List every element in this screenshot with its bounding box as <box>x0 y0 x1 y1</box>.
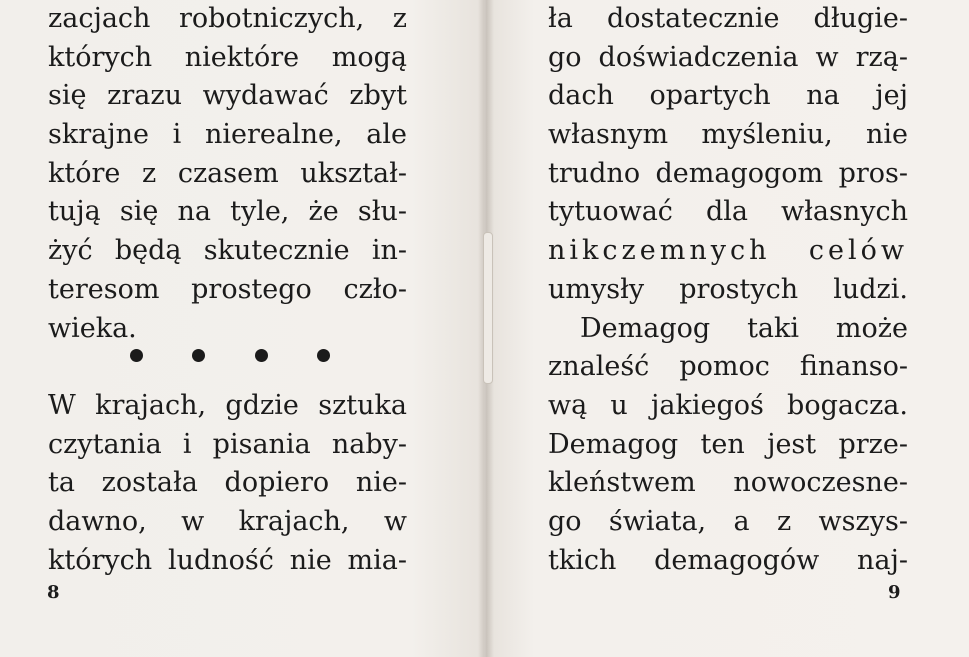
text-line: go doświadczenia w rzą- <box>548 41 908 73</box>
text-line: czytania i pisania naby- <box>48 428 407 460</box>
text-line: dawno, w krajach, w <box>48 505 407 537</box>
text-line: trudno demagogom pros- <box>548 157 908 189</box>
separator-dot <box>130 349 143 362</box>
text-line: własnym myśleniu, nie <box>548 119 908 151</box>
separator-dot <box>317 349 330 362</box>
text-line: kleństwem nowoczesne- <box>548 467 908 499</box>
section-separator <box>130 340 330 370</box>
separator-dot <box>255 349 268 362</box>
text-line: W krajach, gdzie sztuka <box>48 389 407 421</box>
text-line: umysły prostych ludzi. <box>548 273 908 305</box>
text-line: teresom prostego czło- <box>48 273 407 305</box>
text-line: wą u jakiegoś bogacza. <box>548 389 908 421</box>
left-page <box>0 0 484 657</box>
right-page <box>486 0 969 657</box>
text-line: Demagog taki może <box>580 312 908 344</box>
text-line: których ludność nie mia- <box>48 544 407 576</box>
text-line: zacjach robotniczych, z <box>48 3 407 34</box>
text-line: tkich demagogów naj- <box>548 544 908 576</box>
text-line: skrajne i nierealne, ale <box>48 119 407 151</box>
text-line: dach opartych na jej <box>548 80 908 112</box>
text-line: nikczemnych celów <box>548 235 908 267</box>
text-line: tytuować dla własnych <box>548 196 908 228</box>
text-line: żyć będą skutecznie in- <box>48 235 407 267</box>
text-line: znaleść pomoc finanso- <box>548 351 908 383</box>
text-line: ła dostatecznie długie- <box>548 3 908 34</box>
text-line: Demagog ten jest prze- <box>548 428 908 460</box>
page-number: 9 <box>888 582 901 603</box>
right-page-text <box>548 0 908 580</box>
page-number: 8 <box>47 582 60 603</box>
text-line: wieka. <box>48 312 137 344</box>
text-line: ta została dopiero nie- <box>48 467 407 499</box>
separator-dot <box>192 349 205 362</box>
text-line: których niektóre mogą <box>48 41 407 73</box>
text-line: tują się na tyle, że słu- <box>48 196 407 228</box>
text-line: które z czasem ukształ- <box>48 157 407 189</box>
binding-stitch <box>483 232 493 384</box>
text-line: go świata, a z wszys- <box>548 505 908 537</box>
text-line: się zrazu wydawać zbyt <box>48 80 407 112</box>
left-page-text <box>48 0 407 580</box>
